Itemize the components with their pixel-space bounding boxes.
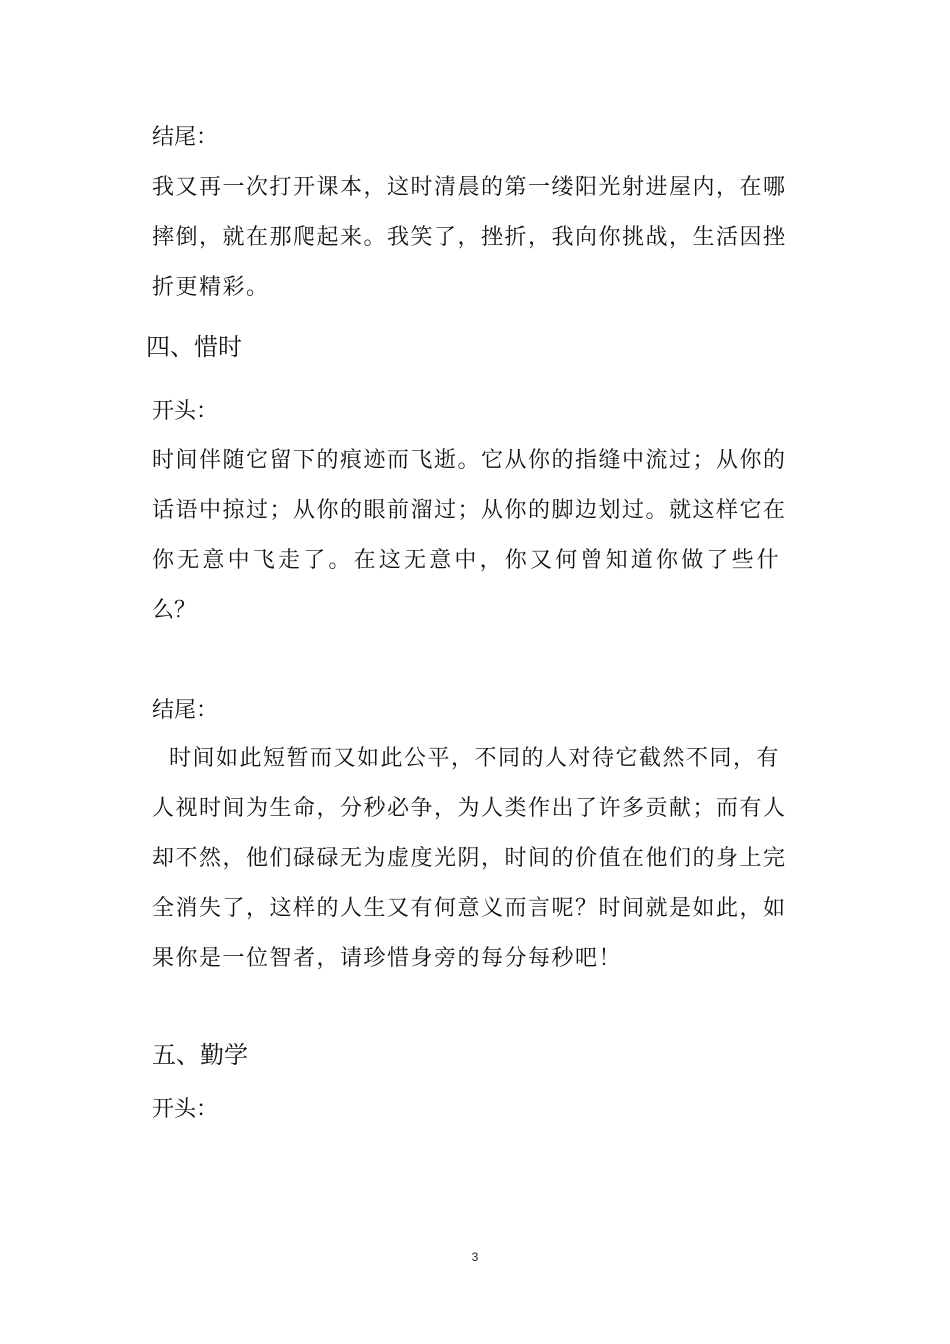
section3-ending-line-3: 折更精彩。 <box>152 275 270 300</box>
section4-ending-label: 结尾： <box>152 698 219 723</box>
section4-opening-line-4: 么？ <box>152 598 197 623</box>
section3-ending-label: 结尾： <box>152 125 219 150</box>
section5-opening-label: 开头： <box>152 1097 219 1122</box>
section4-ending-line-5: 果你是一位智者，请珍惜身旁的每分每秒吧！ <box>152 946 623 971</box>
section3-ending-line-1: 我又再一次打开课本，这时清晨的第一缕阳光射进屋内，在哪 <box>152 175 787 200</box>
section4-ending-line-2: 人视时间为生命，分秒必争，为人类作出了许多贡献；而有人 <box>152 796 787 821</box>
section4-ending-line-3: 却不然，他们碌碌无为虚度光阴，时间的价值在他们的身上完 <box>152 846 787 871</box>
section4-ending-line-1: 时间如此短暂而又如此公平，不同的人对待它截然不同，有 <box>152 746 780 771</box>
section4-opening-label: 开头： <box>152 399 219 424</box>
section4-ending-line-4: 全消失了，这样的人生又有何意义而言呢？时间就是如此，如 <box>152 896 787 921</box>
section4-opening-line-2: 话语中掠过；从你的眼前溜过；从你的脚边划过。就这样它在 <box>152 498 787 523</box>
section4-heading: 四、惜时 <box>146 333 242 361</box>
section3-ending-line-2: 摔倒，就在那爬起来。我笑了，挫折，我向你挑战，生活因挫 <box>152 225 787 250</box>
section4-opening-line-3: 你无意中飞走了。在这无意中，你又何曾知道你做了些什 <box>152 548 783 573</box>
section5-heading: 五、勤学 <box>152 1041 248 1069</box>
section4-opening-line-1: 时间伴随它留下的痕迹而飞逝。它从你的指缝中流过；从你的 <box>152 448 787 473</box>
page-number: 3 <box>471 1250 479 1264</box>
